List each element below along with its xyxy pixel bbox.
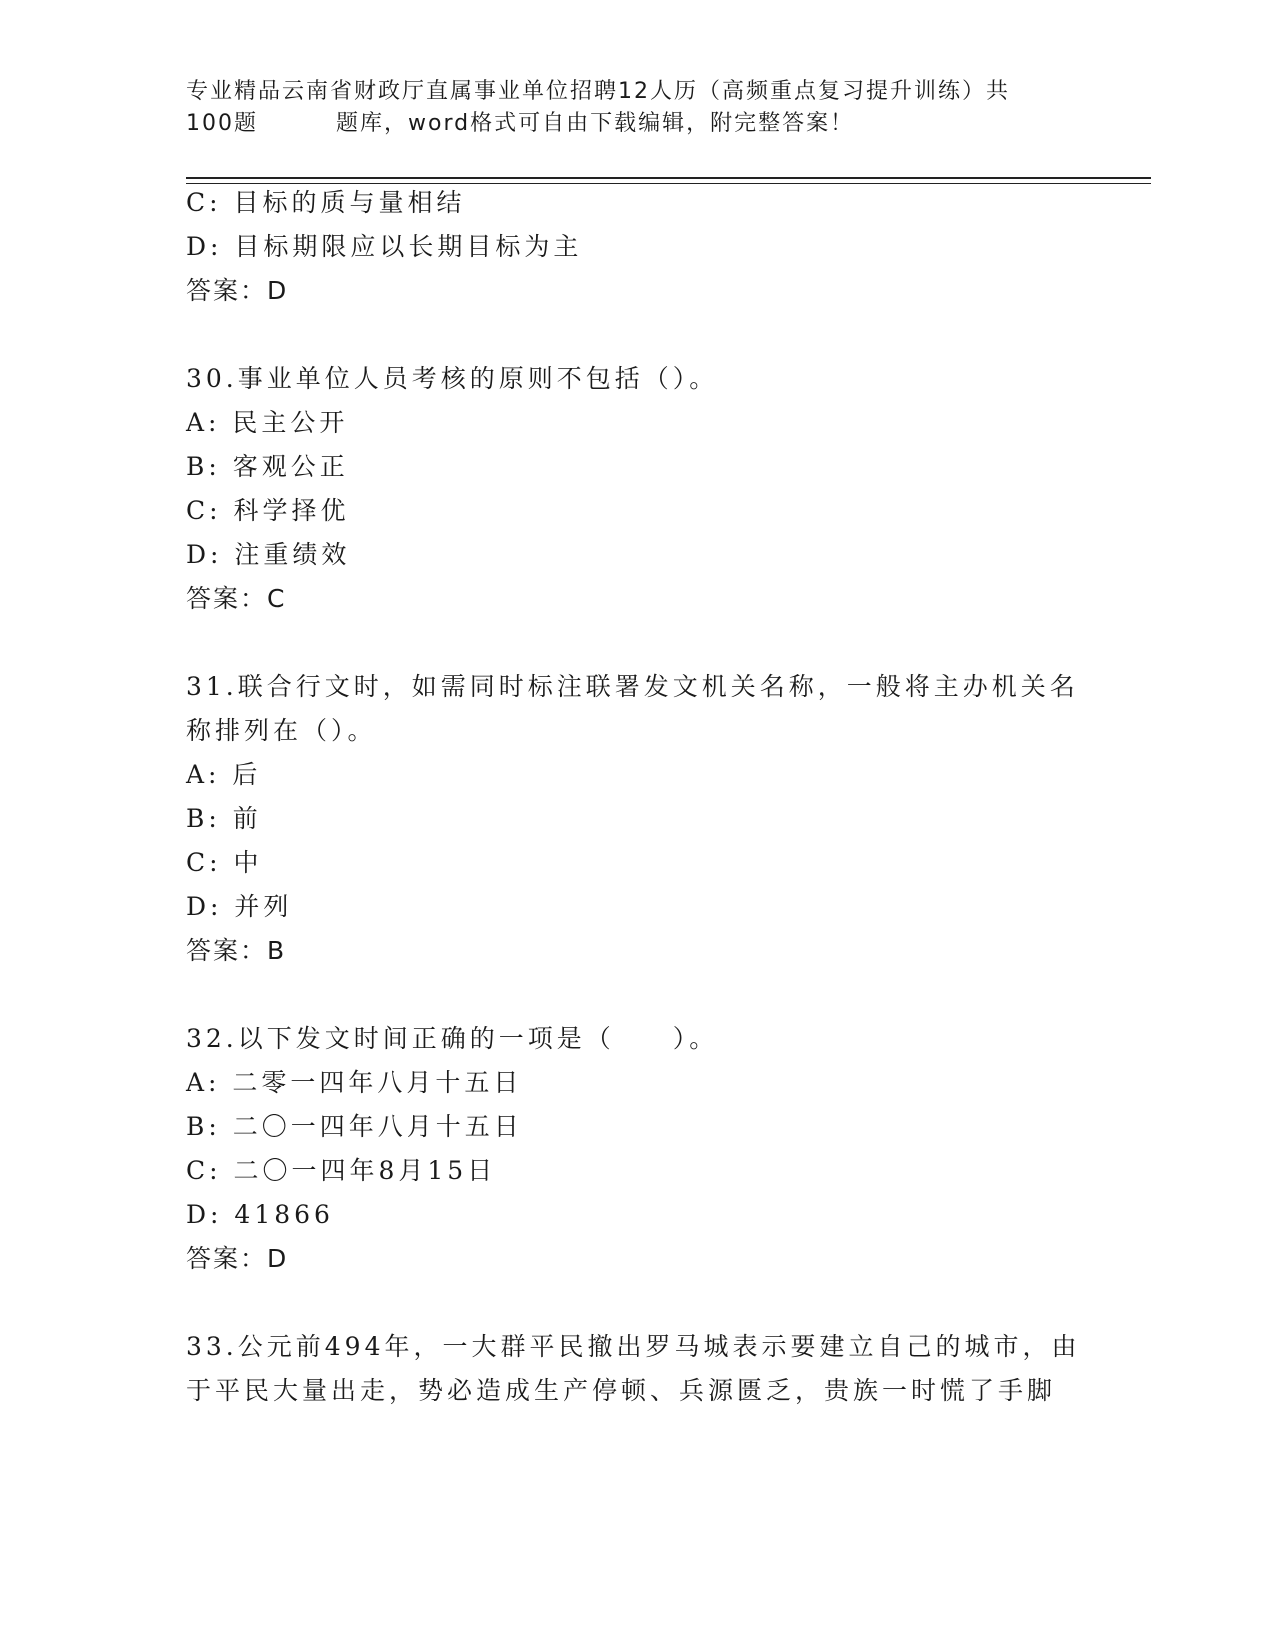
answer: 答案：C — [186, 584, 287, 613]
header-line-2-left: 100题 — [186, 111, 258, 136]
option-b: B: 客观公正 — [186, 452, 349, 481]
question-31-line-1: 31.联合行文时，如需同时标注联署发文机关名称，一般将主办机关名 — [186, 672, 1079, 701]
option-b: B: 二〇一四年八月十五日 — [186, 1112, 523, 1141]
header-line-2-right: 题库，word格式可自由下载编辑，附完整答案！ — [336, 111, 855, 136]
option-d: D: 41866 — [186, 1200, 334, 1229]
question-30: 30.事业单位人员考核的原则不包括（）。 — [186, 364, 719, 393]
question-31-line-2: 称排列在（）。 — [186, 716, 377, 745]
header-line-2 — [186, 108, 1066, 140]
option-d: D: 目标期限应以长期目标为主 — [186, 232, 583, 261]
option-c: C: 二〇一四年8月15日 — [186, 1156, 497, 1185]
question-33-line-1: 33.公元前494年，一大群平民撤出罗马城表示要建立自己的城市，由 — [186, 1332, 1081, 1361]
answer: 答案：B — [186, 936, 287, 965]
option-a: A: 民主公开 — [186, 408, 349, 437]
option-d: D: 并列 — [186, 892, 293, 921]
answer: 答案：D — [186, 276, 289, 305]
answer: 答案：D — [186, 1244, 289, 1273]
question-32: 32.以下发文时间正确的一项是（ ）。 — [186, 1024, 719, 1053]
option-a: A: 二零一四年八月十五日 — [186, 1068, 523, 1097]
header-line-1: 专业精品云南省财政厅直属事业单位招聘12人历（高频重点复习提升训练）共 — [186, 79, 1010, 104]
option-a: A: 后 — [186, 760, 262, 789]
option-d: D: 注重绩效 — [186, 540, 351, 569]
document-header — [186, 76, 1066, 140]
option-c: C: 科学择优 — [186, 496, 350, 525]
option-c: C: 中 — [186, 848, 263, 877]
header-rule-thick — [186, 177, 1151, 179]
header-rule-thin — [186, 183, 1151, 184]
question-33-line-2: 于平民大量出走，势必造成生产停顿、兵源匮乏，贵族一时慌了手脚 — [186, 1376, 1057, 1405]
option-c: C: 目标的质与量相结 — [186, 188, 466, 217]
option-b: B: 前 — [186, 804, 262, 833]
